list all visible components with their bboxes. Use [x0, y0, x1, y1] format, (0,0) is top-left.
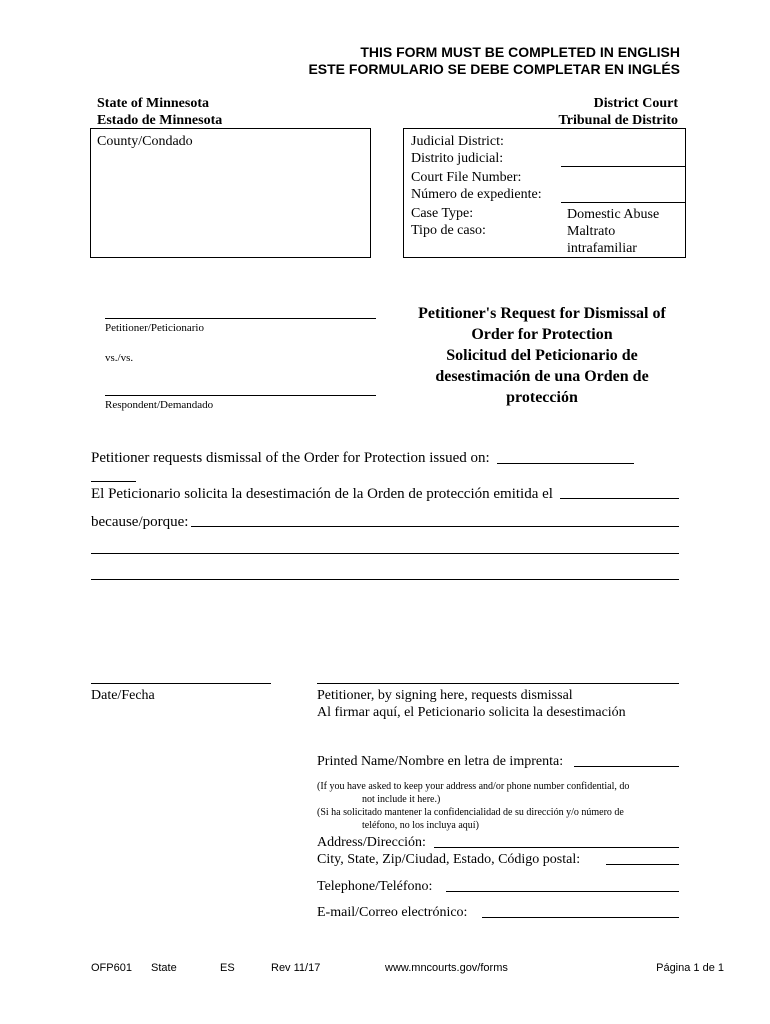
date-label: Date/Fecha [91, 688, 155, 703]
telephone-label: Telephone/Teléfono: [317, 879, 433, 894]
footer-language: ES [220, 962, 235, 974]
signature-field[interactable] [317, 683, 679, 684]
request-text-en: Petitioner requests dismissal of the Order for Protection issued on: [91, 450, 490, 466]
footer-jurisdiction: State [151, 962, 177, 974]
judicial-district-label-es: Distrito judicial: [411, 151, 504, 166]
respondent-name-field[interactable] [105, 395, 376, 396]
court-heading [558, 95, 678, 129]
confidentiality-note-en-1: (If you have asked to keep your address and/or phone number confidential, do [317, 781, 630, 792]
court-label-en: District Court [593, 96, 678, 111]
title-line-5: protección [506, 389, 578, 406]
reason-field-line-1[interactable] [191, 526, 679, 527]
english-notice: THIS FORM MUST BE COMPLETED IN ENGLISH [360, 44, 680, 60]
case-type-value [567, 206, 659, 257]
form-title [400, 303, 684, 408]
file-number-label-es: Número de expediente: [411, 187, 542, 202]
spanish-notice: ESTE FORMULARIO SE DEBE COMPLETAR EN INGLÉS [308, 61, 680, 77]
county-box[interactable] [90, 128, 371, 258]
issue-date-field-en[interactable] [497, 463, 634, 464]
confidentiality-note-es-2: teléfono, no los incluya aquí) [362, 820, 479, 831]
judicial-district-field[interactable] [561, 166, 685, 167]
form-header [0, 44, 680, 78]
footer-revision: Rev 11/17 [271, 962, 321, 974]
state-heading [97, 95, 222, 129]
case-info-labels [411, 133, 542, 239]
email-field[interactable] [482, 917, 679, 918]
because-label: because/porque: [91, 514, 189, 530]
petitioner-label: Petitioner/Peticionario [105, 322, 204, 334]
title-line-1: Petitioner's Request for Dismissal of [418, 305, 666, 322]
reason-field-line-3[interactable] [91, 579, 679, 580]
court-label-es: Tribunal de Distrito [558, 113, 678, 128]
city-state-zip-label: City, State, Zip/Ciudad, Estado, Código postal: [317, 852, 581, 867]
printed-name-label: Printed Name/Nombre en letra de imprenta: [317, 754, 564, 769]
judicial-district-label-en: Judicial District: [411, 134, 504, 149]
file-number-label-en: Court File Number: [411, 170, 522, 185]
issue-date-field-es[interactable] [560, 498, 679, 499]
signature-statement [317, 687, 626, 721]
city-state-zip-field[interactable] [606, 864, 679, 865]
confidentiality-note-es-1: (Si ha solicitado mantener la confidencialidad de su dirección y/o número de [317, 807, 624, 818]
confidentiality-note-en-2: not include it here.) [362, 794, 441, 805]
court-file-number-field[interactable] [561, 202, 685, 203]
case-type-label-es: Tipo de caso: [411, 223, 486, 238]
petitioner-name-field[interactable] [105, 318, 376, 319]
title-line-3: Solicitud del Peticionario de [446, 347, 638, 364]
footer [0, 961, 770, 977]
case-type-value-line-3: intrafamiliar [567, 241, 637, 256]
state-label-en: State of Minnesota [97, 96, 209, 111]
footer-page-number: Página 1 de 1 [656, 962, 724, 974]
footer-form-code: OFP601 [91, 962, 132, 974]
case-info-box [403, 128, 686, 258]
case-type-label-en: Case Type: [411, 206, 474, 221]
signature-statement-es: Al firmar aquí, el Peticionario solicita la desestimación [317, 705, 626, 720]
address-label: Address/Dirección: [317, 835, 426, 850]
confidentiality-note [317, 780, 687, 832]
email-label: E-mail/Correo electrónico: [317, 905, 468, 920]
case-type-value-line-1: Domestic Abuse [567, 207, 660, 222]
case-type-value-line-2: Maltrato [567, 224, 616, 239]
county-label: County/Condado [97, 134, 193, 149]
title-line-4: desestimación de una Orden de [435, 368, 649, 385]
title-line-2: Order for Protection [471, 326, 613, 343]
address-field[interactable] [434, 847, 679, 848]
request-text-es: El Peticionario solicita la desestimación de la Orden de protección emitida el [91, 486, 553, 502]
date-field[interactable] [91, 683, 271, 684]
footer-website[interactable]: www.mncourts.gov/forms [385, 962, 508, 974]
respondent-label: Respondent/Demandado [105, 399, 214, 411]
issue-date-field-en-continued[interactable] [91, 481, 136, 482]
reason-field-line-2[interactable] [91, 553, 679, 554]
vs-label: vs./vs. [105, 352, 134, 364]
telephone-field[interactable] [446, 891, 679, 892]
printed-name-field[interactable] [574, 766, 679, 767]
state-label-es: Estado de Minnesota [97, 113, 223, 128]
signature-statement-en: Petitioner, by signing here, requests dismissal [317, 688, 573, 703]
